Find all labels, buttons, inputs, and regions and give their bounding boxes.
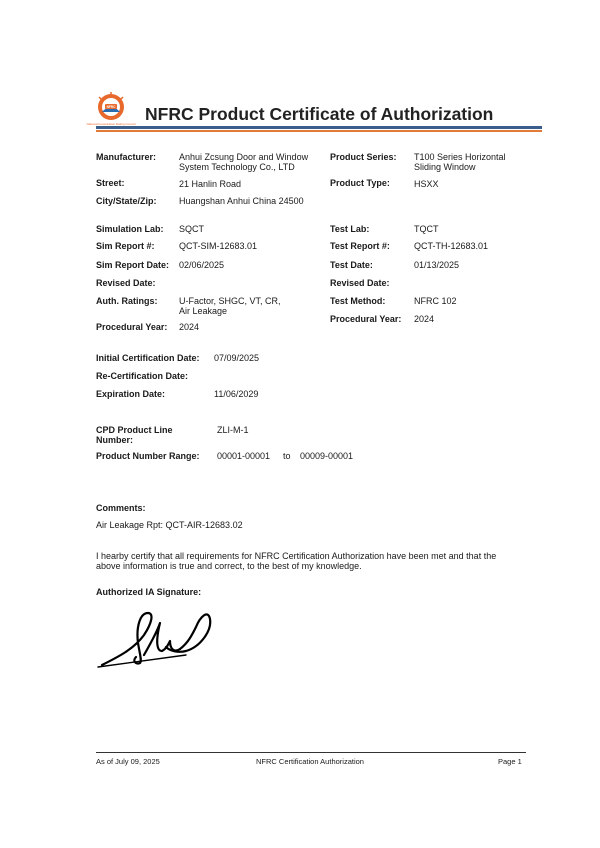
sim-report-value: QCT-SIM-12683.01 (179, 241, 258, 251)
test-revised-date-label: Revised Date: (330, 278, 390, 288)
sim-procedural-year-label: Procedural Year: (96, 322, 168, 332)
signature-stroke-1 (102, 613, 151, 665)
certification-statement-line1: I hearby certify that all requirements for NFRC Certification Authorization have been met and that the (96, 551, 497, 561)
header-rule-blue (96, 126, 542, 129)
city-value: Huangshan Anhui China 24500 (179, 196, 304, 206)
footer-date: As of July 09, 2025 (96, 757, 160, 766)
manufacturer-label: Manufacturer: (96, 152, 157, 162)
test-method-value: NFRC 102 (414, 296, 457, 306)
test-lab-value: TQCT (414, 224, 439, 234)
initial-certification-value: 07/09/2025 (214, 353, 260, 363)
product-series-line1: T100 Series Horizontal (414, 152, 506, 162)
simulation-lab-label: Simulation Lab: (96, 224, 164, 234)
expiration-value: 11/06/2029 (214, 389, 259, 399)
test-date-value: 01/13/2025 (414, 260, 460, 270)
test-report-value: QCT-TH-12683.01 (414, 241, 489, 251)
test-method-label: Test Method: (330, 296, 386, 306)
sim-report-date-value: 02/06/2025 (179, 260, 225, 270)
signature-label: Authorized IA Signature: (96, 587, 202, 597)
auth-ratings-label: Auth. Ratings: (96, 296, 158, 306)
sim-report-label: Sim Report #: (96, 241, 155, 251)
footer-title: NFRC Certification Authorization (256, 757, 364, 766)
comments-label: Comments: (96, 503, 146, 513)
cpd-label-line2: Number: (96, 435, 134, 445)
certification-statement-line2: above information is true and correct, to the best of my knowledge. (96, 561, 362, 571)
test-report-label: Test Report #: (330, 241, 390, 251)
signature-stroke-3 (166, 614, 210, 651)
page-title: NFRC Product Certificate of Authorization (145, 104, 494, 124)
test-lab-label: Test Lab: (330, 224, 370, 234)
test-procedural-year-label: Procedural Year: (330, 314, 402, 324)
product-number-range-to: 00009-00001 (300, 451, 354, 461)
auth-ratings-line2: Air Leakage (179, 306, 228, 316)
city-label: City/State/Zip: (96, 196, 157, 206)
sim-procedural-year-value: 2024 (179, 322, 200, 332)
product-type-value: HSXX (414, 179, 439, 189)
sim-report-date-label: Sim Report Date: (96, 260, 170, 270)
product-number-range-label: Product Number Range: (96, 451, 200, 461)
product-number-range-to-word: to (283, 451, 291, 461)
comments-text: Air Leakage Rpt: QCT-AIR-12683.02 (96, 520, 243, 530)
street-label: Street: (96, 178, 125, 188)
product-number-range-from: 00001-00001 (217, 451, 271, 461)
product-type-label: Product Type: (330, 178, 390, 188)
footer-page-number: Page 1 (498, 757, 522, 766)
cpd-value: ZLI-M-1 (217, 425, 249, 435)
manufacturer-name-line1: Anhui Zcsung Door and Window (179, 152, 309, 162)
cpd-label-line1: CPD Product Line (96, 425, 173, 435)
header-rule-orange (96, 130, 542, 132)
product-series-label: Product Series: (330, 152, 397, 162)
manufacturer-name-line2: System Technology Co., LTD (179, 162, 295, 172)
product-series-line2: Sliding Window (414, 162, 476, 172)
svg-text:NFRC: NFRC (106, 105, 116, 109)
expiration-label: Expiration Date: (96, 389, 166, 399)
test-procedural-year-value: 2024 (414, 314, 435, 324)
street-value: 21 Hanlin Road (179, 179, 242, 189)
footer-rule (96, 752, 526, 753)
test-date-label: Test Date: (330, 260, 373, 270)
sim-revised-date-label: Revised Date: (96, 278, 156, 288)
simulation-lab-value: SQCT (179, 224, 205, 234)
recertification-label: Re-Certification Date: (96, 371, 189, 381)
logo-caption: National Fenestration Rating Council (86, 122, 136, 126)
handwritten-signature (96, 605, 216, 670)
initial-certification-label: Initial Certification Date: (96, 353, 200, 363)
auth-ratings-line1: U-Factor, SHGC, VT, CR, (179, 296, 281, 306)
